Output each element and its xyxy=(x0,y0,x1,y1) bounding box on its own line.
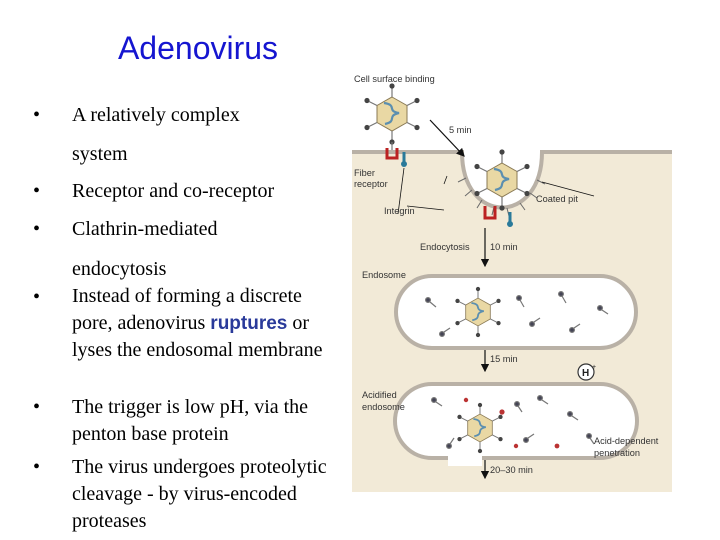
bullet-text: system xyxy=(72,143,128,165)
bullet-text: Clathrin-mediated xyxy=(72,218,218,240)
adenovirus-particle-icon xyxy=(364,83,419,144)
label-acid-dependent: Acid-dependent xyxy=(594,436,659,446)
label-acidified: Acidified xyxy=(362,390,397,400)
label-20-30min: 20–30 min xyxy=(490,465,533,475)
svg-text:H: H xyxy=(582,368,590,379)
slide-title: Adenovirus xyxy=(117,30,279,66)
bullet-dot: • xyxy=(33,180,41,202)
bullet-dot: • xyxy=(33,456,41,478)
bullet-text: The virus undergoes proteolytic cleavage - by virus-encoded proteases xyxy=(72,456,327,532)
keyword-ruptures: ruptures xyxy=(210,313,288,334)
label-integrin: Integrin xyxy=(384,206,415,216)
label-endocytosis: Endocytosis xyxy=(420,242,470,252)
bullet-text: A relatively complex xyxy=(72,104,240,126)
label-coated-pit: Coated pit xyxy=(536,194,578,204)
bullet-text: The trigger is low pH, via the penton base protein xyxy=(72,396,309,445)
bullet-text: Instead of forming a discrete pore, adenovirus ruptures or lyses the endosomal membrane xyxy=(72,285,323,361)
label-5min: 5 min xyxy=(449,125,472,135)
label-endosome: Endosome xyxy=(362,270,406,280)
bullet-dot: • xyxy=(33,218,41,240)
adenovirus-entry-diagram xyxy=(352,66,672,492)
label-penetration: penetration xyxy=(594,448,640,458)
bullet-dot: • xyxy=(33,104,41,126)
integrin-icon xyxy=(401,161,407,167)
label-fiber: Fiber xyxy=(354,168,375,178)
endosome xyxy=(396,276,636,348)
label-10min: 10 min xyxy=(490,242,518,252)
label-cell-surface-binding: Cell surface binding xyxy=(354,74,435,84)
label-15min: 15 min xyxy=(490,354,518,364)
svg-text:+: + xyxy=(592,364,597,371)
bullet-text: endocytosis xyxy=(72,258,167,280)
bullet-dot: • xyxy=(33,396,41,418)
label-receptor: receptor xyxy=(354,179,388,189)
bullet-dot: • xyxy=(33,286,41,308)
label-endosome-2: endosome xyxy=(362,402,405,412)
bullet-text: Receptor and co-receptor xyxy=(72,180,275,202)
